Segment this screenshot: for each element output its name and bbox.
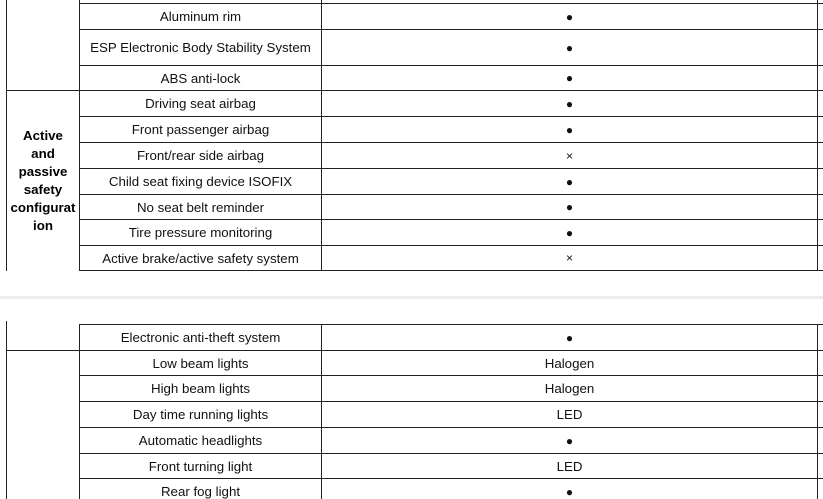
group-label-line: ion	[33, 218, 53, 233]
spec-name: High beam lights	[150, 381, 251, 396]
spec-name: Child seat fixing device ISOFIX	[108, 174, 293, 189]
spec-name: ABS anti-lock	[160, 70, 241, 86]
spec-name: Day time running lights	[132, 407, 269, 422]
spec-value: ●	[565, 330, 574, 345]
spec-value: ●	[565, 200, 574, 214]
spec-value: ●	[565, 433, 574, 448]
spec-name: No seat belt reminder	[136, 199, 265, 215]
spec-value: ●	[565, 96, 574, 111]
spec-name: Tire pressure monitoring	[128, 225, 273, 240]
spec-value: ×	[565, 148, 573, 163]
spec-value: Halogen	[544, 355, 595, 371]
spec-name: Rear fog light	[160, 484, 241, 499]
spec-table-page-2	[0, 321, 823, 499]
spec-name: Driving seat airbag	[145, 96, 256, 111]
spec-value: ●	[565, 484, 574, 499]
spec-name: Low beam lights	[152, 355, 249, 371]
spec-value: ●	[565, 122, 574, 137]
spec-name: Electronic anti-theft system	[120, 330, 281, 345]
spec-value: LED	[556, 407, 583, 422]
group-label-line: Active	[23, 128, 63, 143]
group-label-safety	[7, 91, 79, 271]
spec-name: Aluminum rim	[159, 9, 242, 24]
group-label-line: passive	[18, 164, 68, 179]
spec-value: ●	[565, 40, 574, 55]
spec-value: Halogen	[544, 381, 595, 396]
page-break	[0, 285, 823, 321]
spec-name: ESP Electronic Body Stability System	[90, 40, 311, 55]
group-label-line: configurat	[10, 200, 76, 215]
spec-name: Front turning light	[148, 458, 253, 474]
spec-name: Automatic headlights	[138, 433, 263, 448]
group-label-line: safety	[23, 182, 63, 197]
spec-value: LED	[556, 458, 583, 474]
spec-value: ×	[565, 251, 573, 265]
spec-value: ●	[565, 71, 574, 85]
spec-name: Active brake/active safety system	[102, 250, 299, 266]
spec-value: ●	[565, 225, 574, 240]
spec-name: Front passenger airbag	[131, 122, 270, 137]
spec-name: Front/rear side airbag	[136, 148, 265, 163]
group-label-line: and	[31, 146, 55, 161]
spec-value: ●	[565, 174, 574, 189]
spec-value: ●	[565, 9, 574, 24]
